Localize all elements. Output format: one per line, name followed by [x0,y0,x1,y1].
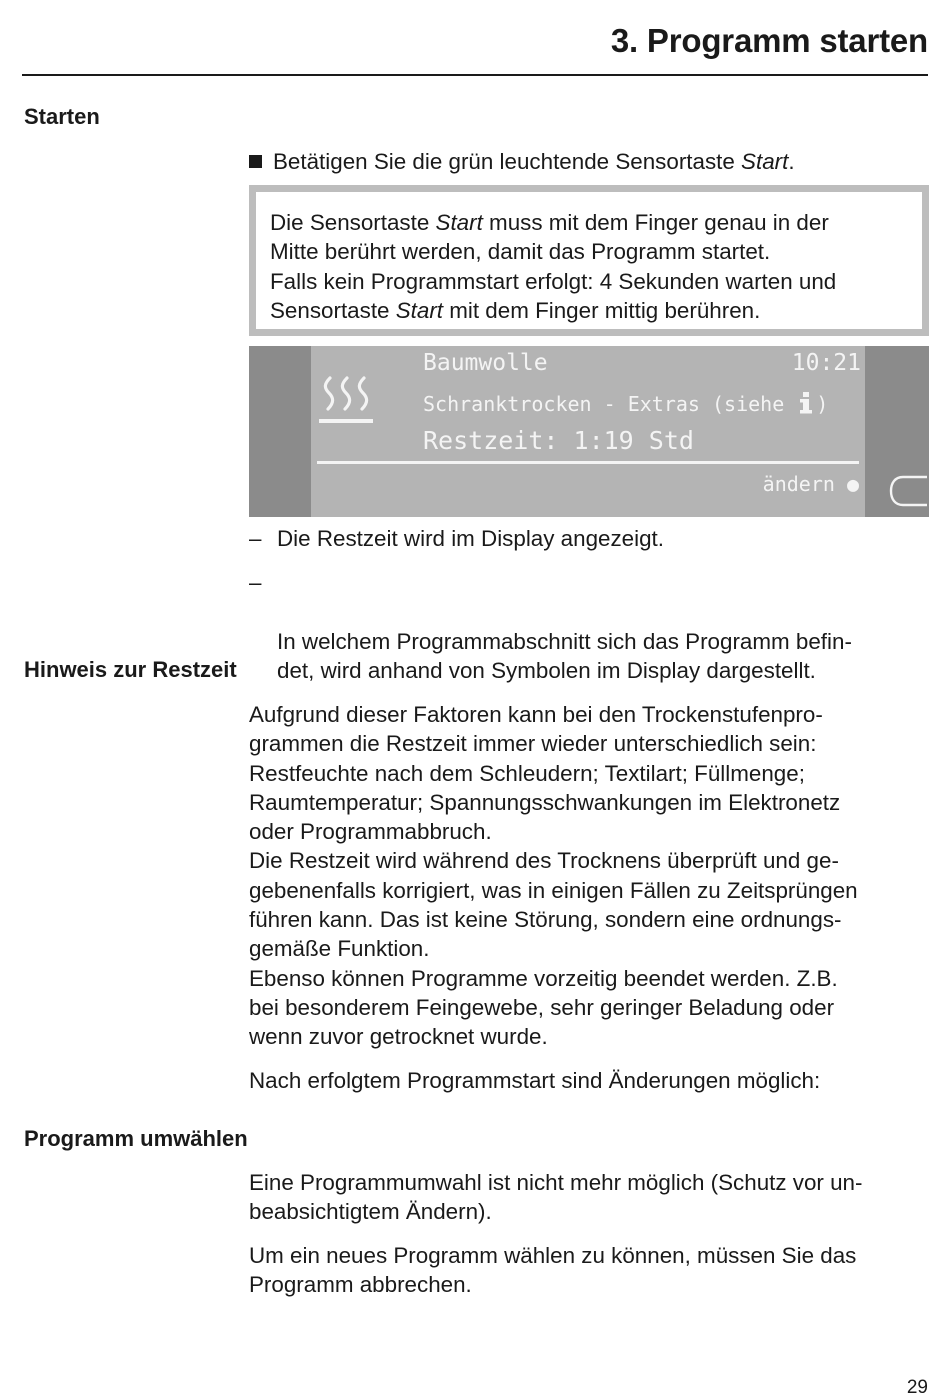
note-box [249,185,929,336]
sensor-key-icon [889,474,929,508]
title-divider [22,74,928,76]
section-heading-starten: Starten [24,104,100,129]
section-heading-umwaehlen: Programm umwählen [24,1126,248,1151]
note-line: Die Sensortaste Start muss mit dem Finger genau in der [270,210,829,235]
display-change-option: ändern ● [762,472,859,496]
note-line: Mitte berührt werden, damit das Programm startet. [270,239,771,265]
display-panel [249,346,929,517]
note-line: Sensortaste Start mit dem Finger mittig berühren. [270,297,761,323]
drying-steam-icon [317,372,377,428]
bullet-square-icon [249,155,262,168]
umwaehlen-paragraph: Eine Programmumwahl ist nicht mehr möglich (Schutz vor un- beabsichtigtem Ändern). [249,1170,863,1225]
display-screen [311,346,865,517]
display-program-name: Baumwolle [423,350,548,376]
section-heading-restzeit: Hinweis zur Restzeit [24,657,237,682]
display-clock: 10:21 [791,350,861,376]
info-icon [798,392,814,414]
dash-item: – Die Restzeit wird im Display angezeigt. [249,526,665,551]
umwaehlen-paragraph: Um ein neues Programm wählen zu können, müssen Sie das Programm abbrechen. [249,1243,857,1298]
display-divider [317,461,859,464]
note-line: Falls kein Programmstart erfolgt: 4 Sekunden warten und [270,268,837,294]
page-title: 3. Programm starten [610,22,928,59]
restzeit-paragraph: Nach erfolgtem Programmstart sind Änderungen möglich: [249,1068,821,1093]
bullet-instruction: Betätigen Sie die grün leuchtende Sensortaste Start. [249,147,939,176]
dash-item: – In welchem Programmabschnitt sich das Programm befin- det, wird anhand von Symbolen im Display dargestellt. [249,570,852,683]
page-number: 29 [906,1377,928,1398]
display-remaining-time: Restzeit: 1:19 Std [423,426,694,455]
restzeit-paragraph: Aufgrund dieser Faktoren kann bei den Trockenstufenpro- grammen die Restzeit immer wieder unterschiedlich sein: Restfeuchte nach dem Schleudern; Textilart; Füllmenge; Raumtemperatur; Spannungsschwankungen im Elektronetz oder Programmabbruch. Die Restzeit wird während des Trocknens überprüft und ge- gebenenfalls korrigiert, was in einigen Fällen zu Zeitsprüngen führen kann. Das ist keine Störung, sondern eine ordnungs- gemäße Funktion. Ebenso können Programme vorzeitig beendet werden. Z.B. bei besonderem Feingewebe, sehr geringer Beladung oder wenn zuvor getrocknet wurde. [249,702,858,1050]
display-options: Schranktrocken - Extras (siehe ) [423,392,829,416]
